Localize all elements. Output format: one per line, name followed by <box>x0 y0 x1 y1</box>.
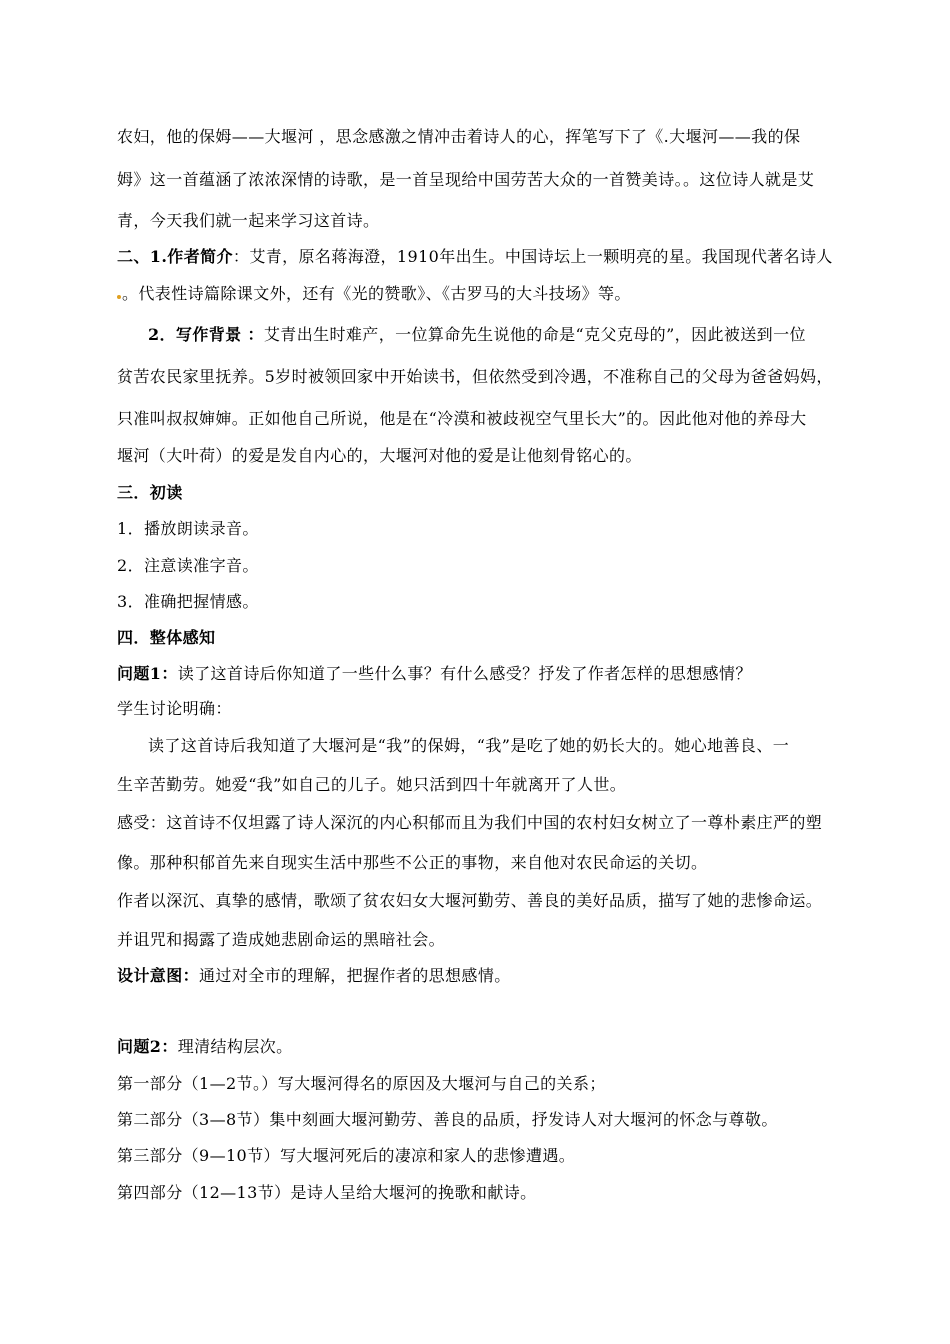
structure-part-4: 第四部分（12—13节）是诗人呈给大堰河的挽歌和献诗。 <box>117 1183 537 1202</box>
intro-line-2: 姆》这一首蕴涵了浓浓深情的诗歌，是一首呈现给中国劳苦大众的一首赞美诗。。这位诗人就是艾 <box>117 170 815 189</box>
structure-part-2: 第二部分（3—8节）集中刻画大堰河勤劳、善良的品质，抒发诗人对大堰河的怀念与尊敬。 <box>117 1110 778 1129</box>
author-label: 二、1.作者简介 <box>117 247 233 266</box>
answer-line-1: 读了这首诗后我知道了大堰河是“我”的保姆，“我”是吃了她的奶长大的。她心地善良、一 <box>148 736 790 755</box>
edit-mark-icon <box>117 295 121 299</box>
author-text-1: 艾青，原名蒋海澄，1910年出生。中国诗坛上一颗明亮的星。我国现代著名诗人 <box>249 247 833 266</box>
question-1 <box>117 664 847 684</box>
background-label: 2．写作背景 ： <box>148 325 264 344</box>
question-2 <box>117 1037 847 1057</box>
question-2-text: 理清结构层次。 <box>177 1037 293 1056</box>
author-line-2 <box>117 284 847 304</box>
intro-line-1: 农妇，他的保姆——大堰河 ，思念感激之情冲击着诗人的心，挥笔写下了《.大堰河——我的保 <box>117 127 801 146</box>
author-line-1 <box>117 247 847 267</box>
author-colon: ： <box>232 247 250 266</box>
summary-line-1: 作者以深沉、真挚的感情，歌颂了贫农妇女大堰河勤劳、善良的美好品质，描写了她的悲惨命运。 <box>117 891 823 910</box>
background-line-1 <box>148 325 878 345</box>
author-text-2: 。代表性诗篇除课文外，还有《光的赞歌》、《古罗马的大斗技场》等。 <box>122 284 631 303</box>
overall-heading: 四．整体感知 <box>117 628 216 647</box>
design-intent-label: 设计意图： <box>117 966 200 985</box>
design-intent <box>117 966 847 986</box>
reading-item-2: 2．注意读准字音。 <box>117 556 259 575</box>
reading-heading: 三．初读 <box>117 483 183 502</box>
question-1-label: 问题1： <box>117 664 178 683</box>
reading-item-3: 3．准确把握情感。 <box>117 592 259 611</box>
background-text-1: 艾青出生时难产，一位算命先生说他的命是“克父克母的”，因此被送到一位 <box>263 325 806 344</box>
discussion-label: 学生讨论明确： <box>117 699 232 718</box>
question-2-label: 问题2： <box>117 1037 178 1056</box>
background-line-2: 贫苦农民家里抚养。5岁时被领回家中开始读书，但依然受到冷遇，不准称自己的父母为爸爸妈妈， <box>117 367 833 386</box>
background-line-3: 只准叫叔叔婶婶。正如他自己所说，他是在“冷漠和被歧视空气里长大”的。因此他对他的养母大 <box>117 409 807 428</box>
question-1-text: 读了这首诗后你知道了一些什么事？有什么感受？抒发了作者怎样的思想感情？ <box>177 664 752 683</box>
intro-line-3: 青，今天我们就一起来学习这首诗。 <box>117 211 380 230</box>
structure-part-3: 第三部分（9—10节）写大堰河死后的凄凉和家人的悲惨遭遇。 <box>117 1146 576 1165</box>
background-line-4: 堰河（大叶荷）的爱是发自内心的，大堰河对他的爱是让他刻骨铭心的。 <box>117 446 642 465</box>
feeling-line-2: 像。那种积郁首先来自现实生活中那些不公正的事物，来自他对农民命运的关切。 <box>117 853 708 872</box>
reading-item-1: 1．播放朗读录音。 <box>117 519 259 538</box>
feeling-line-1: 感受：这首诗不仅坦露了诗人深沉的内心积郁而且为我们中国的农村妇女树立了一尊朴素庄严的塑 <box>117 813 823 832</box>
answer-line-2: 生辛苦勤劳。她爱“我”如自己的儿子。她只活到四十年就离开了人世。 <box>117 775 627 794</box>
design-intent-text: 通过对全市的理解，把握作者的思想感情。 <box>199 966 511 985</box>
structure-part-1: 第一部分（1—2节。）写大堰河得名的原因及大堰河与自己的关系； <box>117 1074 606 1093</box>
summary-line-2: 并诅咒和揭露了造成她悲剧命运的黑暗社会。 <box>117 930 446 949</box>
